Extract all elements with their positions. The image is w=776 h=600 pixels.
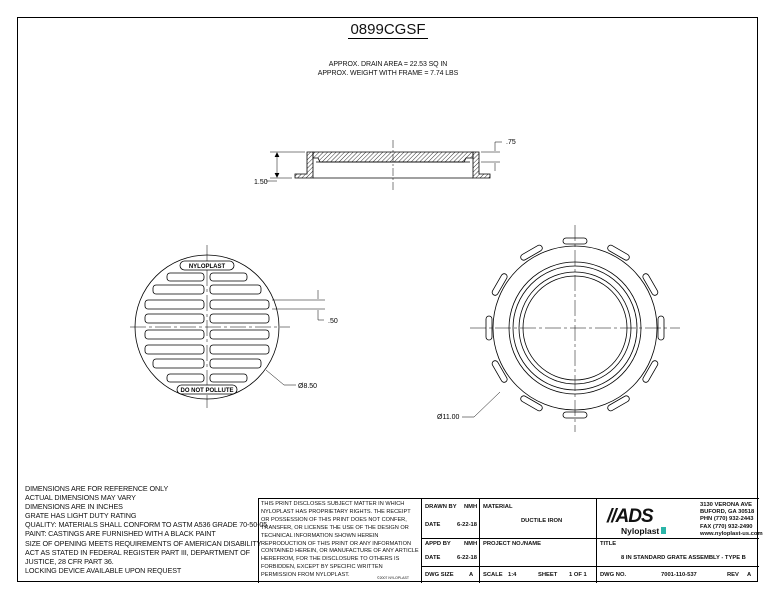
- address-line: PHN (770) 932-2443: [700, 516, 754, 523]
- drawn-by-label: DRAWN BY: [425, 504, 457, 510]
- dwg-size: A: [469, 572, 474, 578]
- ads-logo: //ADS: [607, 506, 653, 527]
- sheet-label: SHEET: [538, 572, 558, 578]
- note: GRATE HAS LIGHT DUTY RATING: [25, 511, 137, 521]
- part-number-text: 0899CGSF: [350, 21, 426, 38]
- sheet: 1 OF 1: [569, 572, 587, 578]
- date2-label: DATE: [425, 555, 441, 561]
- date1: 6-22-18: [457, 522, 477, 528]
- note: PAINT: CASTINGS ARE FURNISHED WITH A BLACK PAINT: [25, 529, 216, 539]
- address-line: FAX (770) 932-2490: [700, 523, 753, 530]
- scale-label: SCALE: [483, 572, 503, 578]
- note: ACTUAL DIMENSIONS MAY VARY: [25, 493, 136, 503]
- dim-frame-diameter: Ø11.00: [437, 414, 460, 421]
- note: DIMENSIONS ARE IN INCHES: [25, 502, 123, 512]
- dwg-no: 7001-110-537: [661, 572, 697, 578]
- date1-label: DATE: [425, 522, 441, 528]
- nyloplast-mark-icon: [661, 527, 666, 534]
- grate-bottom-text: DO NOT POLLUTE: [180, 388, 234, 394]
- note: QUALITY: MATERIALS SHALL CONFORM TO ASTM A536 GRADE 70-50-05: [25, 520, 268, 530]
- material: DUCTILE IRON: [521, 518, 563, 524]
- note: SIZE OF OPENING MEETS REQUIREMENTS OF AMERICAN DISABILITY: [25, 538, 262, 548]
- scale: 1:4: [508, 572, 517, 578]
- disclaimer: THIS PRINT DISCLOSES SUBJECT MATTER IN WHICH NYLOPLAST HAS PROPRIETARY RIGHTS. THE RECEIPT OR POSSESSION OF THIS PRINT DOES NOT CONFER, TRANSFER, OR LICENSE THE USE OF THE DESIGN OR TECHNICAL INFORMATION SHOWN HEREIN REPRODUCTION OF THIS PRINT OR ANY INFORMATION CONTAINED HEREIN, OR MANUFACTURE OF ANY ARTICLE HEREFROM, FOR THE DISCLOSURE TO OTHERS IS FORBIDDEN, EXCEPT BY SPECIFIC WRITTEN PERMISSION FROM NYLOPLAST.: [261, 501, 419, 579]
- address: [700, 502, 763, 538]
- dim-slot-width: .50: [328, 318, 338, 325]
- weight: APPROX. WEIGHT WITH FRAME = 7.74 LBS: [317, 70, 459, 77]
- drawing-title: 8 IN STANDARD GRATE ASSEMBLY - TYPE B: [621, 555, 746, 561]
- title-block: [258, 498, 763, 583]
- section-view: [266, 140, 502, 192]
- note: DIMENSIONS ARE FOR REFERENCE ONLY: [25, 484, 169, 493]
- dwg-size-label: DWG SIZE: [425, 572, 454, 578]
- copyright: ©2007 NYLOPLAST: [377, 576, 409, 580]
- grate-top-text: NYLOPLAST: [188, 264, 226, 270]
- note: LOCKING DEVICE AVAILABLE UPON REQUEST: [25, 565, 182, 575]
- dim-frame-height: 1.50: [254, 179, 268, 186]
- rev-label: REV: [727, 572, 739, 578]
- general-notes: [25, 484, 267, 575]
- dim-grate-thickness: .75: [506, 139, 516, 146]
- material-label: MATERIAL: [483, 504, 513, 510]
- note: ACT AS STATED IN FEDERAL REGISTER PART III, DEPARTMENT OF: [25, 547, 250, 557]
- drawn-by: NMH: [464, 504, 478, 510]
- dim-grate-diameter: Ø8.50: [298, 383, 318, 390]
- frame-top-view: [462, 225, 680, 432]
- drain-area: APPROX. DRAIN AREA = 22.53 SQ IN: [328, 61, 448, 68]
- grate-top-view: [130, 245, 325, 408]
- address-line: 3130 VERONA AVE: [700, 502, 752, 508]
- date2: 6-22-18: [457, 555, 477, 561]
- address-line: BUFORD, GA 30518: [700, 509, 755, 516]
- nyloplast-logo: Nyloplast: [621, 526, 660, 536]
- address-line: www.nyloplast-us.com: [700, 530, 763, 537]
- appd-by: NMH: [464, 541, 478, 547]
- note: JUSTICE, 28 CFR PART 36.: [25, 556, 114, 566]
- appd-by-label: APPD BY: [425, 541, 451, 547]
- project-label: PROJECT NO./NAME: [483, 541, 541, 547]
- rev: A: [747, 572, 752, 578]
- title-label: TITLE: [600, 541, 617, 547]
- dwg-no-label: DWG NO.: [600, 572, 627, 578]
